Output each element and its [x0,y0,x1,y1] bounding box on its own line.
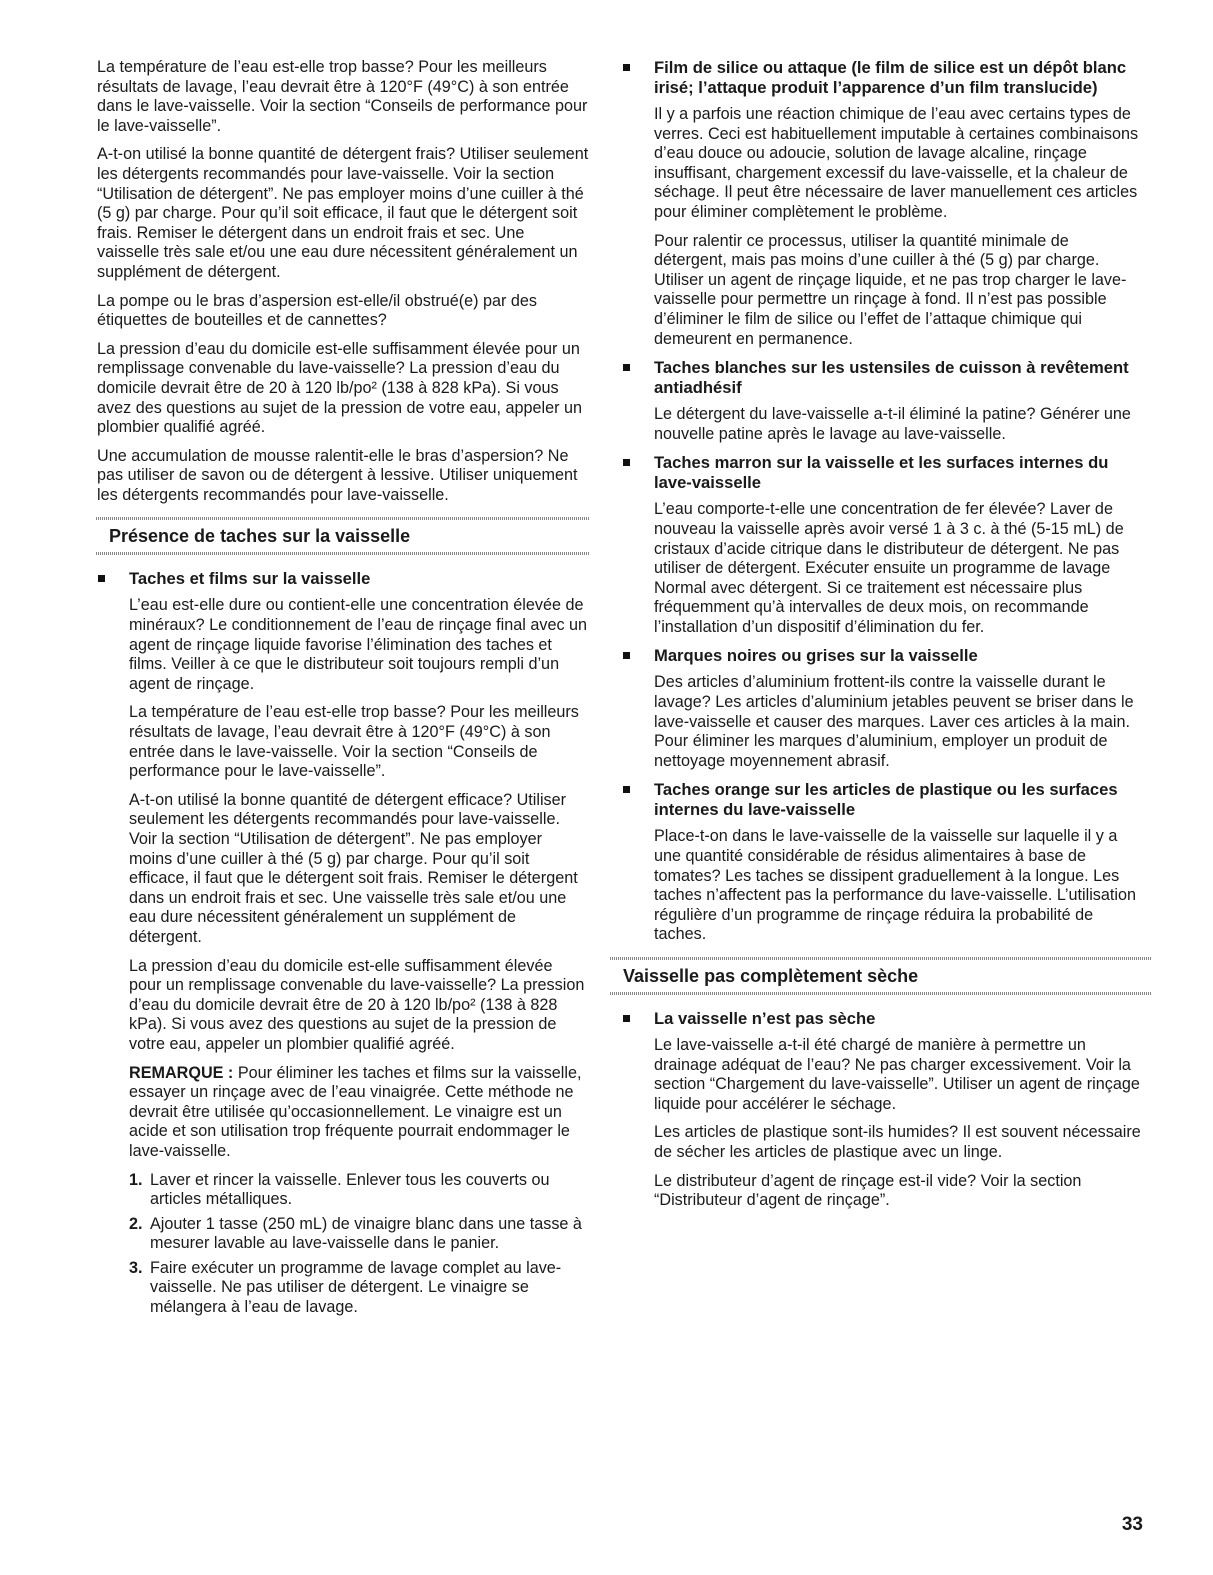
square-bullet-icon [98,575,105,582]
note-text: Pour éliminer les taches et films sur la vaisselle, essayer un rinçage avec de l’eau vinaigrée. Cette méthode ne devrait être utilisée qu’occasionnellement. Le vinaigre est un acide et son utilisation trop fréquente pourrait endommager le lave-vaisselle. [129,1063,582,1160]
square-bullet-icon [623,1015,630,1022]
paragraph: L’eau est-elle dure ou contient-elle une concentration élevée de minéraux? Le conditionnement de l’eau de rinçage final avec un agent de rinçage liquide favorise l’élimination des taches et films. Veiller à ce que le distributeur soit toujours rempli d’un agent de rinçage. [129,596,588,693]
bullet-body [622,1036,1142,1211]
bullet-heading-text: La vaisselle n’est pas sèche [654,1009,876,1028]
paragraph: Il y a parfois une réaction chimique de l’eau avec certains types de verres. Ceci est habituellement imputable à certaines combinaisons d’eau douce ou adoucie, solution de lavage alcaline, rinçage insuffisant, chargement excessif du lave-vaisselle, et la chaleur de séchage. Il peut être nécessaire de laver manuellement ces articles pour éliminer complètement le problème. [654,105,1139,221]
bullet-heading [622,646,1142,666]
square-bullet-icon [623,364,630,371]
paragraph: A-t-on utilisé la bonne quantité de détergent frais? Utiliser seulement les détergents recommandés pour lave-vaisselle. Voir la section “Utilisation de détergent”. Ne pas employer moins d’une cuiller à thé (5 g) par charge. Pour qu’il soit efficace, il faut que le détergent soit frais. Remiser le détergent dans un endroit frais et sec. Une vaisselle très sale et/ou une eau dure nécessitent généralement un supplément de détergent. [97,145,589,281]
step-text: Laver et rincer la vaisselle. Enlever tous les couverts ou articles métalliques. [150,1170,550,1209]
paragraph: Les articles de plastique sont-ils humides? Il est souvent nécessaire de sécher les articles de plastique avec un linge. [654,1123,1141,1161]
bullet-body [97,596,589,1317]
list-item [129,1171,589,1210]
step-number: 3. [129,1258,143,1277]
paragraph: Des articles d’aluminium frottent-ils contre la vaisselle durant le lavage? Les articles d’aluminium jetables peuvent se briser dans le lave-vaisselle et causer des marques. Laver ces articles à la main. Pour éliminer les marques d’aluminium, employer un produit de nettoyage moyennement abrasif. [654,673,1134,770]
paragraph: Le détergent du lave-vaisselle a-t-il éliminé la patine? Générer une nouvelle patine après le lavage au lave-vaisselle. [654,405,1131,443]
square-bullet-icon [623,459,630,466]
step-number: 1. [129,1170,143,1189]
list-item [129,1259,589,1318]
section-rule-bottom [96,552,589,555]
bullet-heading-text: Taches et films sur la vaisselle [129,569,371,589]
section-header-spots [96,517,589,555]
bullet-heading [622,1009,1142,1029]
bullet-body [622,105,1142,349]
step-number: 2. [129,1214,143,1233]
bullet-heading [622,58,1142,98]
bullet-item-black-marks [622,646,1142,771]
section-title: Vaisselle pas complètement sèche [623,966,919,986]
bullet-item-white-spots [622,358,1142,444]
section-rule-bottom [610,992,1152,995]
paragraph: Le lave-vaisselle a-t-il été chargé de manière à permettre un drainage adéquat de l’eau? Ne pas charger excessivement. Voir la section “Chargement du lave-vaisselle”. Utiliser un agent de rinçage liquide pour accélérer le séchage. [654,1036,1140,1113]
paragraph: Place-t-on dans le lave-vaisselle de la vaisselle sur laquelle il y a une quantité considérable de résidus alimentaires à base de tomates? Les taches se dissipent graduellement à la longue. Les taches n’affectent pas la performance du lave-vaisselle. L’utilisation régulière d’un programme de rinçage réduira la probabilité de taches. [654,827,1137,944]
paragraph: Le distributeur d’agent de rinçage est-il vide? Voir la section “Distributeur d’agent de rinçage”. [654,1171,1082,1210]
paragraph: Pour ralentir ce processus, utiliser la quantité minimale de détergent, mais pas moins d’une cuiller à thé (5 g) par charge. Utiliser un agent de rinçage liquide, et ne pas trop charger le lave-vaisselle pour permettre un rinçage à fond. Il n’est pas possible d’éliminer le film de silice ou l’effet de l’attaque chimique qui demeurent en permanence. [654,231,1127,348]
paragraph: La pompe ou le bras d’aspersion est-elle/il obstrué(e) par des étiquettes de bouteilles et de cannettes? [97,291,538,330]
paragraph: A-t-on utilisé la bonne quantité de détergent efficace? Utiliser seulement les détergents recommandés pour lave-vaisselle. Voir la section “Utilisation de détergent”. Ne pas employer moins d’une cuiller à thé (5 g) par charge. Pour qu’il soit efficace, il faut que le détergent soit frais. Remiser le détergent dans un endroit frais et sec. Une vaisselle très sale et/ou une eau dure nécessitent généralement un supplément de détergent. [129,790,578,946]
bullet-body [622,673,1142,771]
section-header-not-dry [610,957,1152,995]
paragraph: La température de l’eau est-elle trop basse? Pour les meilleurs résultats de lavage, l’eau devrait être à 120°F (49°C) à son entrée dans le lave-vaisselle. Voir la section “Conseils de performance pour le lave-vaisselle”. [129,703,579,781]
right-column [622,58,1142,1220]
left-column [97,58,589,1326]
note-label: REMARQUE : [129,1063,234,1082]
bullet-heading [622,453,1142,493]
list-item [129,1215,589,1254]
square-bullet-icon [623,786,630,793]
bullet-heading-text: Taches orange sur les articles de plastique ou les surfaces internes du lave-vaisselle [654,780,1118,820]
bullet-heading-text: Taches blanches sur les ustensiles de cuisson à revêtement antiadhésif [654,358,1129,398]
bullet-body [622,405,1142,444]
step-text: Faire exécuter un programme de lavage complet au lave-vaisselle. Ne pas utiliser de détergent. Le vinaigre se mélangera à l’eau de lavage. [150,1258,562,1317]
bullet-heading [97,569,589,589]
step-text: Ajouter 1 tasse (250 mL) de vinaigre blanc dans une tasse à mesurer lavable au lave-vaisselle dans le panier. [150,1214,582,1253]
bullet-heading [622,358,1142,398]
steps-list [129,1171,589,1318]
square-bullet-icon [623,652,630,659]
bullet-item-spots-films [97,569,589,1317]
bullet-item-silica-film [622,58,1142,349]
bullet-heading-text: Marques noires ou grises sur la vaisselle [654,646,978,666]
bullet-heading-text: Taches marron sur la vaisselle et les surfaces internes du lave-vaisselle [654,453,1109,493]
page-number: 33 [1121,1514,1143,1535]
bullet-item-not-dry [622,1009,1142,1211]
paragraph: La pression d’eau du domicile est-elle suffisamment élevée pour un remplissage convenable du lave-vaisselle? La pression d’eau du domicile devrait être de 20 à 120 lb/po² (138 à 828 kPa). Si vous avez des questions au sujet de la pression de votre eau, appeler un plombier qualifié agréé. [129,956,585,1053]
bullet-item-brown-stains [622,453,1142,637]
note-paragraph [129,1064,589,1162]
paragraph: Une accumulation de mousse ralentit-elle le bras d’aspersion? Ne pas utiliser de savon ou de détergent à lessive. Utiliser uniquement les détergents recommandés pour lave-vaisselle. [97,446,578,504]
paragraph: La température de l’eau est-elle trop basse? Pour les meilleurs résultats de lavage, l’eau devrait être à 120°F (49°C) à son entrée dans le lave-vaisselle. Voir la section “Conseils de performance pour le lave-vaisselle”. [97,58,588,135]
bullet-item-orange-stains [622,780,1142,945]
bullet-body [622,500,1142,637]
bullet-body [622,827,1142,945]
paragraph: L’eau comporte-t-elle une concentration de fer élevée? Laver de nouveau la vaisselle après avoir versé 1 à 3 c. à thé (5-15 mL) de cristaux d’acide citrique dans le distributeur de détergent. Ne pas utiliser de détergent. Exécuter ensuite un programme de lavage Normal avec détergent. Si ce traitement est nécessaire plus fréquemment qu’à intervalles de deux mois, on recommande l’installation d’un dispositif d’élimination du fer. [654,500,1124,636]
square-bullet-icon [623,64,630,71]
paragraph: La pression d’eau du domicile est-elle suffisamment élevée pour un remplissage convenable du lave-vaisselle? La pression d’eau du domicile devrait être de 20 à 120 lb/po² (138 à 828 kPa). Si vous avez des questions au sujet de la pression de votre eau, appeler un plombier qualifié agréé. [97,339,583,437]
bullet-heading [622,780,1142,820]
bullet-heading-text: Film de silice ou attaque (le film de silice est un dépôt blanc irisé; l’attaque produit l’apparence d’un film translucide) [654,58,1127,97]
section-title: Présence de taches sur la vaisselle [109,526,411,547]
